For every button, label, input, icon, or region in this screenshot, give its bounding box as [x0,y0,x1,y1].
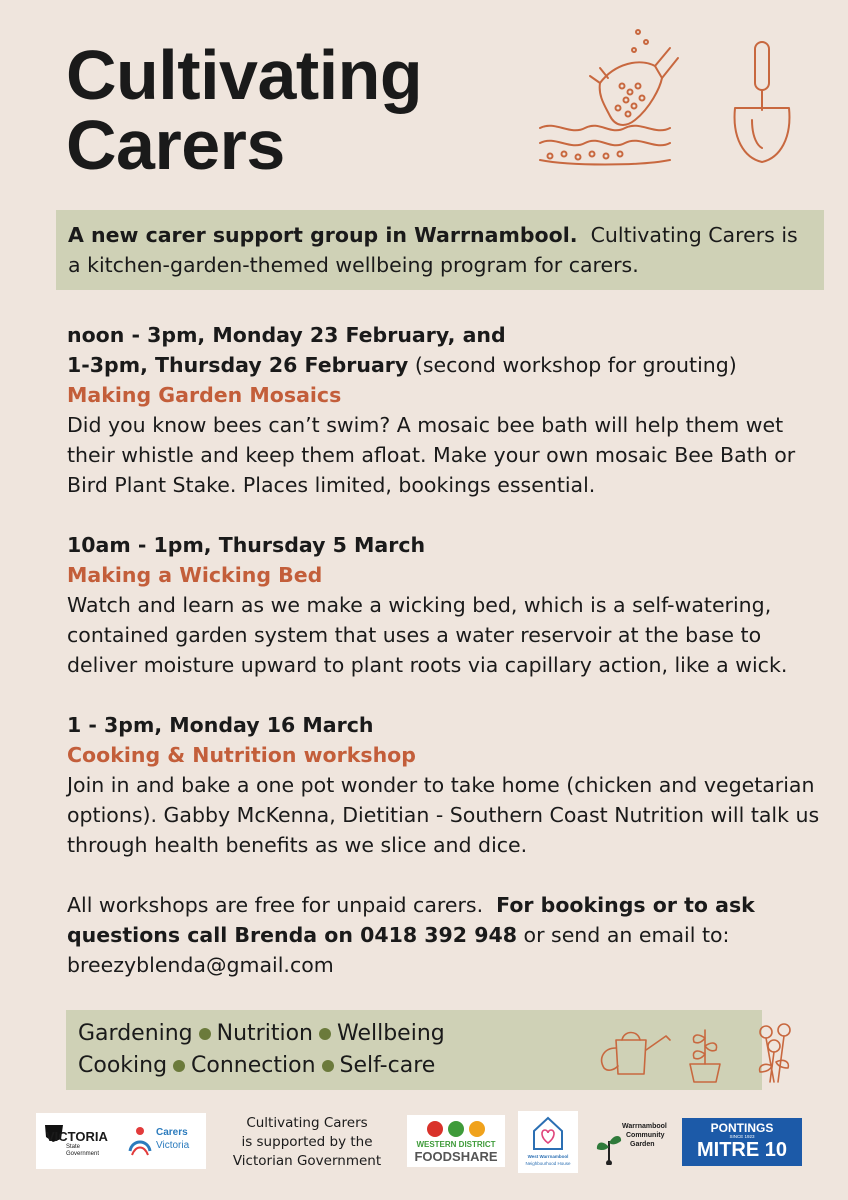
sprout-icon [594,1129,624,1165]
tag-gardening: Gardening [78,1021,193,1046]
event-description: Watch and learn as we make a wicking bed, which is a self-watering, contained garden system that uses a water reservoir at the base to deliver moisture upward to plant roots via capillary action, like a wick. [67,593,788,677]
carers-victoria-icon [126,1125,154,1157]
wn-logo-text-2: Neighbourhood House [525,1161,571,1166]
wcg-logo-text-2: Community [626,1132,665,1139]
intro-panel [56,210,824,290]
m10-logo-since: SINCE 1923 [729,1134,755,1139]
bullet-dot-icon [322,1060,334,1072]
m10-logo-top: PONTINGS [710,1121,774,1135]
western-district-foodshare-logo [407,1115,505,1167]
carers-logo-text-1: Carers [156,1127,188,1138]
trowel-icon [735,42,790,162]
wcg-logo-text-3: Garden [630,1141,655,1148]
pontings-mitre-10-logo [682,1118,802,1166]
booking-phone: For bookings or to ask questions call Brenda on 0418 392 948 [67,893,755,947]
flowers-icon [760,1024,790,1082]
house-heart-icon [531,1115,565,1151]
bullet-dot-icon [173,1060,185,1072]
support-line-2: is supported by the [241,1134,373,1150]
tag-nutrition: Nutrition [216,1021,313,1046]
victoria-government-logo [36,1113,206,1169]
carers-logo-text-2: Victoria [156,1140,190,1151]
free-note: All workshops are free for unpaid carers. [67,893,484,917]
event-description: Join in and bake a one pot wonder to take home (chicken and vegetarian options). Gabby McKenna, Dietitian - Southern Coast Nutrition will talk us through health benefits as we slice and dice. [67,773,820,857]
event-cooking [67,710,827,860]
event-heading: Making Garden Mosaics [67,383,342,407]
wdf-logo-text-2: FOODSHARE [414,1149,498,1164]
support-line-1: Cultivating Carers [246,1115,368,1131]
wdf-logo-text-1: WESTERN DISTRICT [416,1140,496,1149]
tag-wellbeing: Wellbeing [336,1021,445,1046]
fruit-icons [425,1120,487,1138]
vic-logo-sub1: State [66,1144,81,1150]
event-time-second: 1-3pm, Thursday 26 February [67,353,409,377]
event-mosaics [67,320,827,500]
intro-lead: A new carer support group in Warrnambool. [68,223,578,247]
event-heading: Making a Wicking Bed [67,563,323,587]
intro-text: Cultivating Carers is a kitchen-garden-themed wellbeing program for carers. [68,223,798,277]
vic-logo-text: VICTORIA [46,1129,108,1144]
event-heading: Cooking & Nutrition workshop [67,743,416,767]
watering-can-icon [602,1033,670,1075]
title-line-2: Carers [66,106,285,184]
wn-logo-text-1: West Warrnambool [527,1154,569,1159]
contact-email[interactable]: breezyblenda@gmail.com [67,953,334,977]
event-time-note: (second workshop for grouting) [414,353,737,377]
page-title [66,36,423,184]
event-time: 1 - 3pm, Monday 16 March [67,713,374,737]
event-time: noon - 3pm, Monday 23 February, and [67,323,506,347]
vic-logo-sub2: Government [66,1151,100,1157]
email-prompt: or send an email to: [523,923,730,947]
tag-self-care: Self-care [339,1053,436,1078]
m10-logo-main: MITRE 10 [696,1139,788,1161]
title-line-1: Cultivating [66,36,423,114]
warrnambool-community-garden-logo [592,1115,670,1167]
west-warrnambool-neighbourhood-house-logo [518,1111,578,1173]
tag-connection: Connection [191,1053,316,1078]
bullet-dot-icon [199,1028,211,1040]
event-time: 10am - 1pm, Thursday 5 March [67,533,426,557]
themes-panel [66,1010,762,1090]
event-wicking-bed [67,530,827,680]
booking-info [67,890,827,980]
tag-cooking: Cooking [78,1053,168,1078]
event-description: Did you know bees can’t swim? A mosaic bee bath will help them wet their whistle and keep them afloat. Make your own mosaic Bee Bath or Bird Plant Stake. Places limited, bookings essential. [67,413,796,497]
hero-illustration [530,28,810,178]
bullet-dot-icon [319,1028,331,1040]
support-line-3: Victorian Government [232,1153,382,1169]
support-statement [222,1114,392,1171]
wcg-logo-text-1: Warrnambool [622,1123,667,1130]
potted-plant-icon [690,1030,720,1082]
hand-sowing-seeds-icon [540,30,678,165]
themes-illustration [586,1018,816,1084]
